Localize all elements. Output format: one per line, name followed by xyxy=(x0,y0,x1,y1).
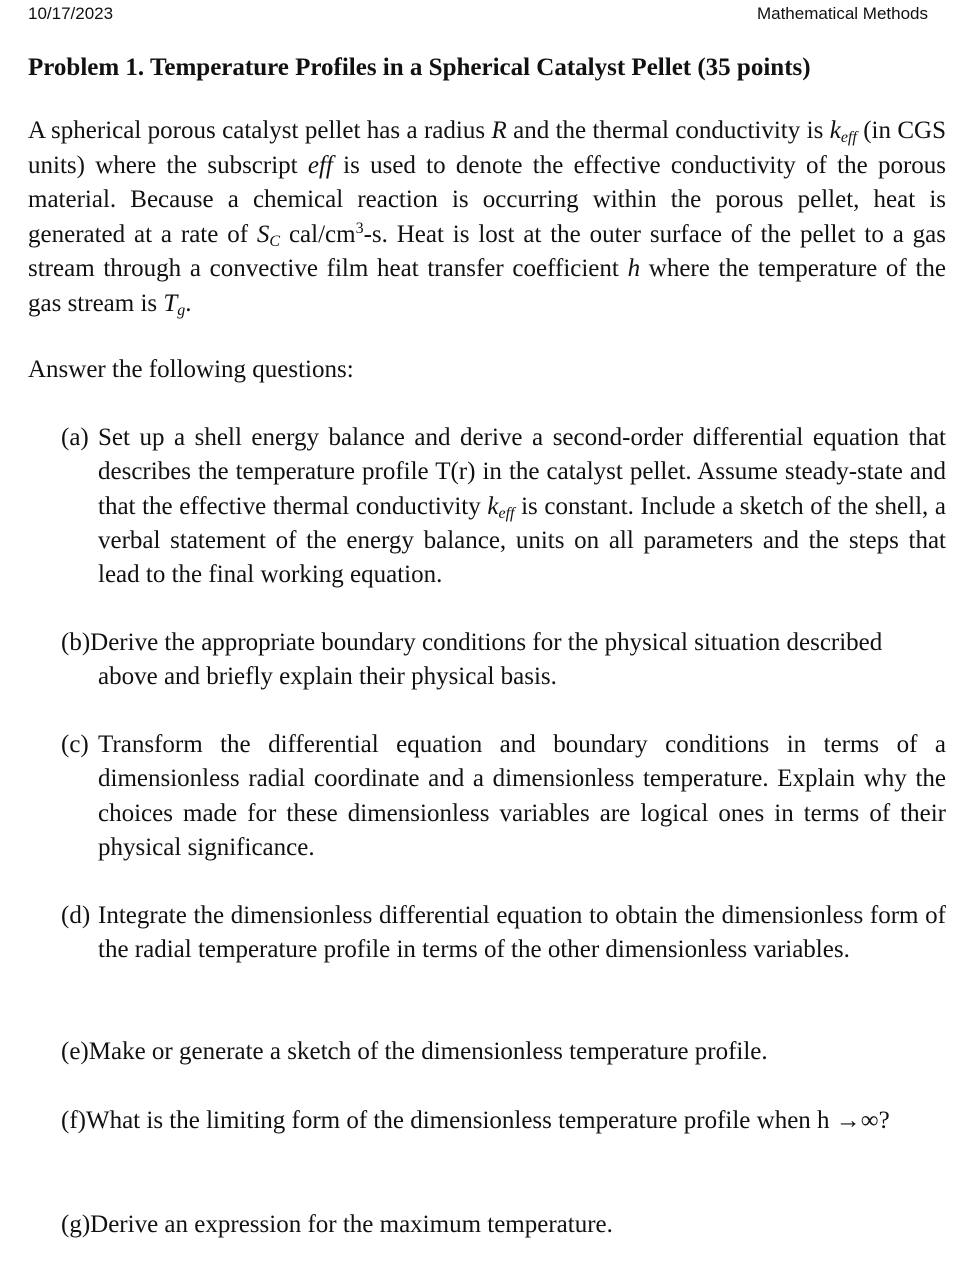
header-date: 10/17/2023 xyxy=(28,4,114,23)
question-label: (c) xyxy=(61,731,89,758)
question-label: (e) xyxy=(61,1038,89,1065)
question-label: (b) xyxy=(61,629,91,656)
question-label: (g) xyxy=(61,1211,91,1238)
problem-title: Problem 1. Temperature Profiles in a Spherical Catalyst Pellet (35 points) xyxy=(28,54,811,81)
question-f: (f)What is the limiting form of the dimensionless temperature profile when h →∞? xyxy=(61,1104,921,1138)
header-course-name: Mathematical Methods xyxy=(756,4,928,23)
question-a: (a) Set up a shell energy balance and derive a second-order differential equation that describes the temperature profile T(r) in the catalyst pellet. Assume steady-state and that the effective thermal conductivity $k_{eff}$ is constant. Include a sketch of the shell, a verbal statement of the energy balance, units on all parameters and the steps that lead to the final working equation. xyxy=(61,421,946,592)
question-b: (b)Derive the appropriate boundary conditions for the physical situation described above and briefly explain their physical basis. xyxy=(61,626,946,695)
page-header xyxy=(28,4,928,26)
question-label: (d) xyxy=(61,902,91,929)
question-d: (d) Integrate the dimensionless differential equation to obtain the dimensionless form of the radial temperature profile in terms of the other dimensionless variables. xyxy=(61,899,946,968)
question-label: (f) xyxy=(61,1107,86,1134)
questions-prompt: Answer the following questions: xyxy=(28,356,354,383)
question-g: (g)Derive an expression for the maximum temperature. xyxy=(61,1208,946,1242)
question-label: (a) xyxy=(61,424,89,451)
problem-intro: A spherical porous catalyst pellet has a radius R and the thermal conductivity is $k_{eff}$ (in CGS units) where the subscript eff is used to denote the effective conductivity of the porous material. Because a chemical reaction is occurring within the porous pellet, heat is generated at a rate of $S_C$ cal/$cm^3-s$. Heat is lost at the outer surface of the pellet to a gas stream through a convective film heat transfer coefficient h where the temperature of the gas stream is $T_g$. xyxy=(28,117,947,319)
question-e: (e)Make or generate a sketch of the dimensionless temperature profile. xyxy=(61,1035,946,1069)
question-c: (c) Transform the differential equation and boundary conditions in terms of a dimensionless radial coordinate and a dimensionless temperature. Explain why the choices made for these dimensionless variables are logical ones in terms of their physical significance. xyxy=(61,728,946,865)
